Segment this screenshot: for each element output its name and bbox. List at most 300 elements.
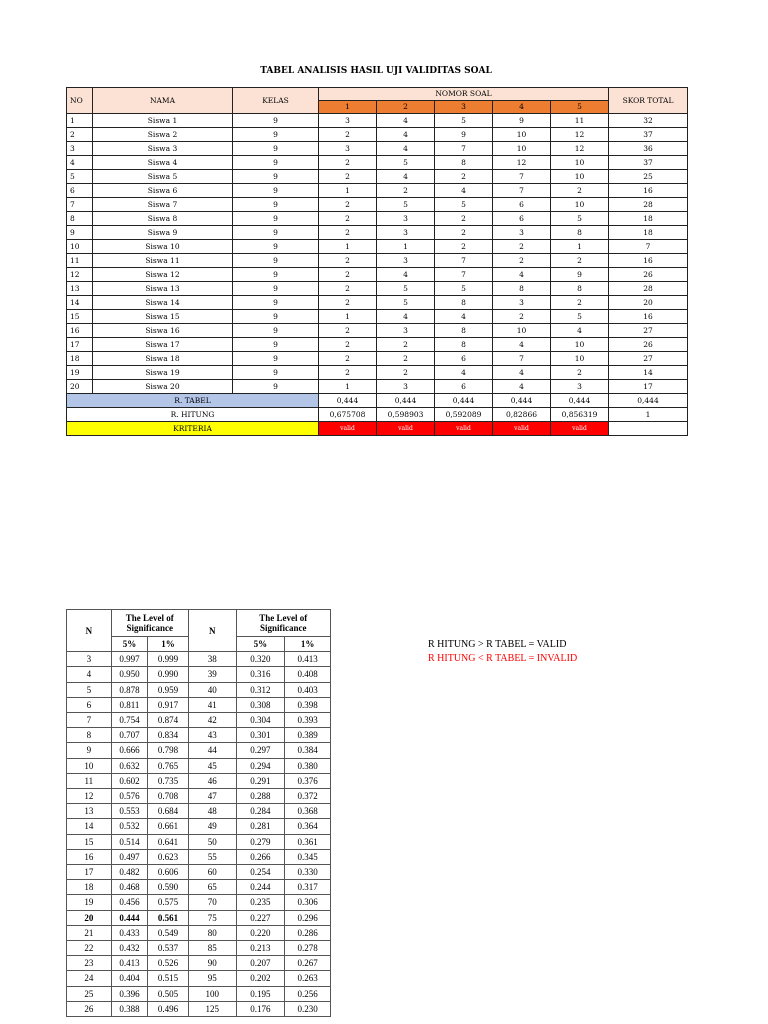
score-total: 27	[609, 352, 688, 366]
score-soal-3: 8	[435, 296, 493, 310]
r-table-significance	[66, 609, 331, 1017]
sig-row	[67, 986, 331, 1001]
row-no: 17	[67, 338, 93, 352]
score-soal-2: 3	[377, 254, 435, 268]
n-value: 95	[188, 971, 236, 986]
score-soal-1: 1	[319, 240, 377, 254]
score-soal-5: 2	[551, 184, 609, 198]
r-1pct: 0.684	[148, 804, 189, 819]
sig-row	[67, 819, 331, 834]
r-1pct: 0.549	[148, 925, 189, 940]
n-value: 41	[188, 697, 236, 712]
score-soal-5: 2	[551, 254, 609, 268]
student-class: 9	[233, 380, 319, 394]
r-5pct: 0.291	[236, 773, 285, 788]
r-5pct: 0.254	[236, 865, 285, 880]
score-soal-2: 3	[377, 324, 435, 338]
r-1pct: 0.398	[285, 697, 331, 712]
score-soal-2: 2	[377, 184, 435, 198]
row-no: 1	[67, 114, 93, 128]
score-soal-1: 2	[319, 366, 377, 380]
n-value: 17	[67, 865, 112, 880]
n-value: 22	[67, 941, 112, 956]
r-5pct: 0.284	[236, 804, 285, 819]
kriteria-value: valid	[377, 422, 435, 436]
score-soal-1: 2	[319, 338, 377, 352]
score-soal-5: 5	[551, 212, 609, 226]
score-soal-1: 2	[319, 254, 377, 268]
r-5pct: 0.997	[111, 652, 148, 667]
r-1pct: 0.380	[285, 758, 331, 773]
r-1pct: 0.256	[285, 986, 331, 1001]
score-soal-1: 2	[319, 128, 377, 142]
score-soal-5: 3	[551, 380, 609, 394]
r-5pct: 0.514	[111, 834, 148, 849]
score-soal-2: 1	[377, 240, 435, 254]
score-total: 16	[609, 184, 688, 198]
n-value: 12	[67, 789, 112, 804]
row-no: 12	[67, 268, 93, 282]
student-class: 9	[233, 366, 319, 380]
score-soal-4: 10	[493, 142, 551, 156]
score-soal-5: 10	[551, 352, 609, 366]
table-row	[67, 282, 688, 296]
r-1pct: 0.306	[285, 895, 331, 910]
sig-row	[67, 804, 331, 819]
r-5pct: 0.297	[236, 743, 285, 758]
r-1pct: 0.623	[148, 849, 189, 864]
sig-header-1pct: 1%	[148, 637, 189, 652]
sig-row	[67, 743, 331, 758]
table-row	[67, 240, 688, 254]
row-no: 13	[67, 282, 93, 296]
row-no: 19	[67, 366, 93, 380]
score-soal-1: 2	[319, 156, 377, 170]
student-class: 9	[233, 114, 319, 128]
r-5pct: 0.207	[236, 956, 285, 971]
student-name: Siswa 1	[93, 114, 233, 128]
score-soal-3: 5	[435, 282, 493, 296]
r-tabel-row	[67, 394, 688, 408]
sig-header-level: The Level of Significance	[111, 610, 188, 637]
r-hitung-label: R. HITUNG	[67, 408, 319, 422]
r-1pct: 0.765	[148, 758, 189, 773]
r-5pct: 0.176	[236, 1001, 285, 1016]
score-soal-5: 4	[551, 324, 609, 338]
r-5pct: 0.432	[111, 941, 148, 956]
soal-number: 2	[377, 101, 435, 114]
r-5pct: 0.707	[111, 728, 148, 743]
soal-number: 1	[319, 101, 377, 114]
header-nomor-soal: NOMOR SOAL	[319, 88, 609, 101]
sig-header-1pct: 1%	[285, 637, 331, 652]
score-soal-2: 2	[377, 338, 435, 352]
score-soal-3: 8	[435, 324, 493, 338]
r-hitung-value: 0,82866	[493, 408, 551, 422]
r-1pct: 0.999	[148, 652, 189, 667]
r-1pct: 0.267	[285, 956, 331, 971]
student-name: Siswa 4	[93, 156, 233, 170]
score-soal-3: 7	[435, 254, 493, 268]
row-no: 16	[67, 324, 93, 338]
student-class: 9	[233, 352, 319, 366]
score-soal-3: 2	[435, 170, 493, 184]
table-row	[67, 352, 688, 366]
kriteria-value: valid	[319, 422, 377, 436]
table-row	[67, 296, 688, 310]
r-1pct: 0.376	[285, 773, 331, 788]
score-soal-5: 8	[551, 226, 609, 240]
n-value: 50	[188, 834, 236, 849]
r-1pct: 0.408	[285, 667, 331, 682]
r-1pct: 0.389	[285, 728, 331, 743]
r-5pct: 0.312	[236, 682, 285, 697]
sig-row	[67, 834, 331, 849]
sig-header-n: N	[67, 610, 112, 652]
r-1pct: 0.361	[285, 834, 331, 849]
r-1pct: 0.403	[285, 682, 331, 697]
sig-header-5pct: 5%	[236, 637, 285, 652]
score-soal-1: 2	[319, 282, 377, 296]
n-value: 23	[67, 956, 112, 971]
r-hitung-value: 0,592089	[435, 408, 493, 422]
r-1pct: 0.515	[148, 971, 189, 986]
sig-row	[67, 728, 331, 743]
n-value: 80	[188, 925, 236, 940]
r-1pct: 0.296	[285, 910, 331, 925]
student-name: Siswa 16	[93, 324, 233, 338]
score-soal-1: 3	[319, 142, 377, 156]
r-1pct: 0.393	[285, 713, 331, 728]
score-soal-3: 8	[435, 338, 493, 352]
student-class: 9	[233, 324, 319, 338]
score-soal-3: 5	[435, 198, 493, 212]
score-soal-4: 2	[493, 310, 551, 324]
row-no: 3	[67, 142, 93, 156]
score-soal-2: 2	[377, 352, 435, 366]
kriteria-value	[609, 422, 688, 436]
sig-row	[67, 925, 331, 940]
sig-row	[67, 910, 331, 925]
score-total: 17	[609, 380, 688, 394]
r-1pct: 0.661	[148, 819, 189, 834]
n-value: 55	[188, 849, 236, 864]
sig-row	[67, 941, 331, 956]
sig-row	[67, 789, 331, 804]
student-name: Siswa 18	[93, 352, 233, 366]
score-soal-5: 10	[551, 156, 609, 170]
r-1pct: 0.561	[148, 910, 189, 925]
r-5pct: 0.754	[111, 713, 148, 728]
student-name: Siswa 12	[93, 268, 233, 282]
score-soal-1: 2	[319, 324, 377, 338]
score-soal-3: 6	[435, 380, 493, 394]
row-no: 20	[67, 380, 93, 394]
student-name: Siswa 20	[93, 380, 233, 394]
n-value: 65	[188, 880, 236, 895]
score-soal-4: 4	[493, 338, 551, 352]
score-soal-2: 5	[377, 296, 435, 310]
student-name: Siswa 11	[93, 254, 233, 268]
student-name: Siswa 19	[93, 366, 233, 380]
r-1pct: 0.526	[148, 956, 189, 971]
sig-row	[67, 758, 331, 773]
r-1pct: 0.641	[148, 834, 189, 849]
r-5pct: 0.235	[236, 895, 285, 910]
r-tabel-value: 0,444	[493, 394, 551, 408]
student-class: 9	[233, 282, 319, 296]
score-soal-5: 2	[551, 296, 609, 310]
n-value: 46	[188, 773, 236, 788]
score-soal-5: 5	[551, 310, 609, 324]
header-no: NO	[67, 88, 93, 114]
student-class: 9	[233, 184, 319, 198]
sig-row	[67, 895, 331, 910]
sig-header-5pct: 5%	[111, 637, 148, 652]
table-row	[67, 114, 688, 128]
r-5pct: 0.195	[236, 986, 285, 1001]
n-value: 60	[188, 865, 236, 880]
r-tabel-value: 0,444	[551, 394, 609, 408]
table-row	[67, 212, 688, 226]
n-value: 18	[67, 880, 112, 895]
score-soal-3: 2	[435, 212, 493, 226]
score-soal-4: 6	[493, 212, 551, 226]
r-5pct: 0.576	[111, 789, 148, 804]
score-soal-4: 7	[493, 184, 551, 198]
table-row	[67, 142, 688, 156]
sig-header-n: N	[188, 610, 236, 652]
row-no: 9	[67, 226, 93, 240]
student-class: 9	[233, 268, 319, 282]
n-value: 49	[188, 819, 236, 834]
score-soal-4: 12	[493, 156, 551, 170]
r-5pct: 0.553	[111, 804, 148, 819]
r-tabel-value: 0,444	[377, 394, 435, 408]
invalid-rule: R HITUNG < R TABEL = INVALID	[428, 653, 578, 664]
n-value: 13	[67, 804, 112, 819]
score-soal-5: 9	[551, 268, 609, 282]
score-soal-4: 3	[493, 296, 551, 310]
student-class: 9	[233, 212, 319, 226]
r-5pct: 0.602	[111, 773, 148, 788]
row-no: 18	[67, 352, 93, 366]
r-5pct: 0.294	[236, 758, 285, 773]
r-1pct: 0.372	[285, 789, 331, 804]
score-soal-4: 10	[493, 324, 551, 338]
score-soal-4: 6	[493, 198, 551, 212]
soal-number: 4	[493, 101, 551, 114]
r-1pct: 0.917	[148, 697, 189, 712]
r-5pct: 0.444	[111, 910, 148, 925]
n-value: 90	[188, 956, 236, 971]
score-soal-2: 4	[377, 310, 435, 324]
score-soal-5: 12	[551, 128, 609, 142]
r-5pct: 0.413	[111, 956, 148, 971]
score-soal-2: 5	[377, 156, 435, 170]
row-no: 4	[67, 156, 93, 170]
table-row	[67, 324, 688, 338]
r-5pct: 0.396	[111, 986, 148, 1001]
score-total: 28	[609, 282, 688, 296]
sig-row	[67, 713, 331, 728]
n-value: 20	[67, 910, 112, 925]
sig-row	[67, 773, 331, 788]
student-name: Siswa 5	[93, 170, 233, 184]
student-name: Siswa 14	[93, 296, 233, 310]
score-soal-5: 12	[551, 142, 609, 156]
r-1pct: 0.834	[148, 728, 189, 743]
r-5pct: 0.497	[111, 849, 148, 864]
r-5pct: 0.304	[236, 713, 285, 728]
sig-row	[67, 865, 331, 880]
score-soal-3: 4	[435, 310, 493, 324]
score-soal-5: 10	[551, 170, 609, 184]
student-class: 9	[233, 254, 319, 268]
r-hitung-value: 1	[609, 408, 688, 422]
student-name: Siswa 3	[93, 142, 233, 156]
student-name: Siswa 10	[93, 240, 233, 254]
student-class: 9	[233, 156, 319, 170]
r-1pct: 0.708	[148, 789, 189, 804]
student-class: 9	[233, 198, 319, 212]
score-soal-3: 8	[435, 156, 493, 170]
n-value: 39	[188, 667, 236, 682]
score-soal-1: 2	[319, 352, 377, 366]
kriteria-row	[67, 422, 688, 436]
score-soal-4: 4	[493, 380, 551, 394]
student-name: Siswa 13	[93, 282, 233, 296]
score-soal-4: 10	[493, 128, 551, 142]
score-soal-1: 2	[319, 226, 377, 240]
score-soal-3: 2	[435, 240, 493, 254]
score-soal-4: 4	[493, 366, 551, 380]
row-no: 15	[67, 310, 93, 324]
score-total: 36	[609, 142, 688, 156]
row-no: 2	[67, 128, 93, 142]
score-soal-2: 4	[377, 268, 435, 282]
r-1pct: 0.317	[285, 880, 331, 895]
student-scores	[67, 114, 688, 394]
student-class: 9	[233, 128, 319, 142]
kriteria-value: valid	[493, 422, 551, 436]
n-value: 8	[67, 728, 112, 743]
sig-row	[67, 667, 331, 682]
score-soal-2: 5	[377, 282, 435, 296]
n-value: 19	[67, 895, 112, 910]
r-tabel-value: 0,444	[319, 394, 377, 408]
student-class: 9	[233, 338, 319, 352]
score-soal-2: 5	[377, 198, 435, 212]
score-soal-2: 3	[377, 226, 435, 240]
n-value: 7	[67, 713, 112, 728]
table-row	[67, 366, 688, 380]
r-1pct: 0.278	[285, 941, 331, 956]
score-soal-1: 2	[319, 268, 377, 282]
r-1pct: 0.413	[285, 652, 331, 667]
score-soal-4: 8	[493, 282, 551, 296]
sig-row	[67, 652, 331, 667]
score-soal-1: 1	[319, 184, 377, 198]
row-no: 11	[67, 254, 93, 268]
sig-row	[67, 697, 331, 712]
r-1pct: 0.590	[148, 880, 189, 895]
sig-header-level: The Level of Significance	[236, 610, 330, 637]
r-1pct: 0.384	[285, 743, 331, 758]
r-5pct: 0.266	[236, 849, 285, 864]
score-soal-5: 2	[551, 366, 609, 380]
row-no: 10	[67, 240, 93, 254]
soal-number: 5	[551, 101, 609, 114]
score-total: 37	[609, 128, 688, 142]
n-value: 24	[67, 971, 112, 986]
score-soal-3: 7	[435, 268, 493, 282]
header-kelas: KELAS	[233, 88, 319, 114]
score-soal-2: 3	[377, 212, 435, 226]
table-row	[67, 254, 688, 268]
student-class: 9	[233, 296, 319, 310]
score-soal-4: 4	[493, 268, 551, 282]
r-tabel-value: 0,444	[435, 394, 493, 408]
table-row	[67, 170, 688, 184]
r-5pct: 0.482	[111, 865, 148, 880]
r-1pct: 0.286	[285, 925, 331, 940]
r-1pct: 0.330	[285, 865, 331, 880]
sig-rows	[67, 652, 331, 1017]
header-nama: NAMA	[93, 88, 233, 114]
score-soal-4: 7	[493, 170, 551, 184]
score-total: 37	[609, 156, 688, 170]
n-value: 125	[188, 1001, 236, 1016]
r-5pct: 0.950	[111, 667, 148, 682]
r-hitung-row	[67, 408, 688, 422]
table-row	[67, 156, 688, 170]
score-total: 14	[609, 366, 688, 380]
score-soal-1: 3	[319, 114, 377, 128]
n-value: 42	[188, 713, 236, 728]
r-tabel-value: 0,444	[609, 394, 688, 408]
score-total: 32	[609, 114, 688, 128]
r-1pct: 0.735	[148, 773, 189, 788]
r-5pct: 0.532	[111, 819, 148, 834]
r-5pct: 0.202	[236, 971, 285, 986]
r-1pct: 0.263	[285, 971, 331, 986]
r-5pct: 0.316	[236, 667, 285, 682]
n-value: 10	[67, 758, 112, 773]
n-value: 100	[188, 986, 236, 1001]
n-value: 26	[67, 1001, 112, 1016]
score-soal-5: 1	[551, 240, 609, 254]
score-soal-2: 3	[377, 380, 435, 394]
score-soal-2: 4	[377, 142, 435, 156]
n-value: 4	[67, 667, 112, 682]
score-soal-2: 4	[377, 170, 435, 184]
table-row	[67, 198, 688, 212]
table-row	[67, 310, 688, 324]
n-value: 14	[67, 819, 112, 834]
score-soal-5: 11	[551, 114, 609, 128]
n-value: 9	[67, 743, 112, 758]
score-soal-3: 9	[435, 128, 493, 142]
score-total: 7	[609, 240, 688, 254]
score-soal-5: 8	[551, 282, 609, 296]
r-5pct: 0.878	[111, 682, 148, 697]
r-5pct: 0.666	[111, 743, 148, 758]
n-value: 11	[67, 773, 112, 788]
score-soal-1: 2	[319, 198, 377, 212]
score-total: 28	[609, 198, 688, 212]
r-1pct: 0.230	[285, 1001, 331, 1016]
